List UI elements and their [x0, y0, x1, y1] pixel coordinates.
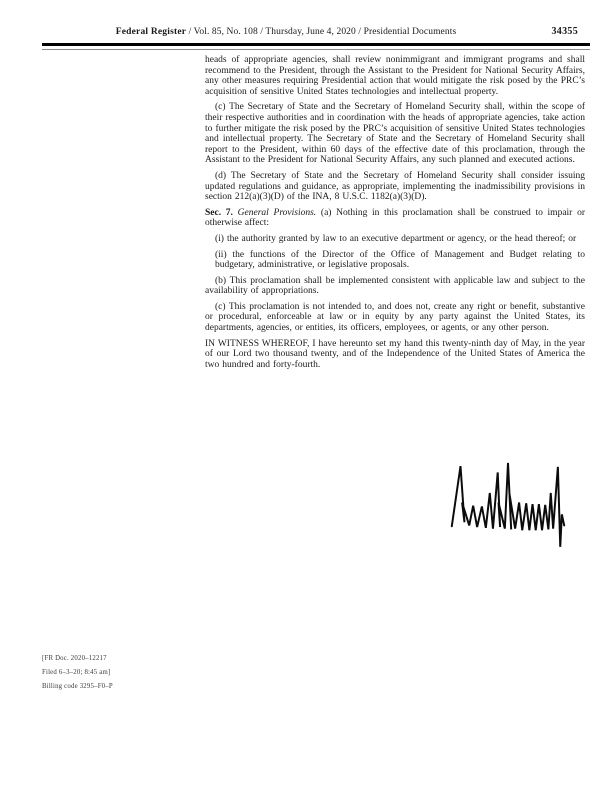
header-title-line: [42, 26, 530, 38]
continuation-paragraph: heads of appropriate agencies, shall review nonimmigrant and immigrant programs and shall recommend to the President, through the Assistant to the President for National Security Affairs, any other measures requiring Presidential action that would mitigate the risk posed by the PRC’s acquisition of sensitive United States technologies and intellectual property.: [205, 55, 585, 97]
header-rule-gray: [42, 49, 590, 51]
issue-info: / Vol. 85, No. 108 / Thursday, June 4, 2020 / Presidential Documents: [188, 27, 457, 37]
section-text: (a) Nothing in this proclamation shall be construed to impair or otherwise affect:: [205, 207, 585, 229]
witness-clause: IN WITNESS WHEREOF, I have hereunto set my hand this twenty-ninth day of May, in the year of our Lord two thousand twenty, and of the Independence of the United States of America the two hundred and forty-fourth.: [205, 338, 585, 370]
billing-code-line: Billing code 3295–F0–P: [42, 683, 113, 690]
subitem-i: (i) the authority granted by law to an executive department or agency, or the head thereof; or: [215, 233, 577, 244]
page-footer: [42, 652, 113, 694]
filed-line: Filed 6–3–20; 8:45 am]: [42, 669, 111, 676]
section-7-paragraph: [205, 208, 585, 229]
fr-doc-line: [FR Doc. 2020–12217: [42, 655, 107, 662]
journal-title: Federal Register: [115, 27, 187, 37]
document-body-column: [205, 55, 585, 375]
subitem-ii: (ii) the functions of the Director of the Office of Management and Budget relating to budgetary, administrative, or legislative proposals.: [215, 249, 585, 271]
page-number: 34355: [551, 26, 578, 37]
section-label: Sec. 7.: [205, 207, 233, 218]
signature-icon: [448, 455, 568, 550]
paragraph-d: (d) The Secretary of State and the Secretary of Homeland Security shall consider issuing updated regulations and guidance, as appropriate, implementing the inadmissibility provisions in section 212(a)(3)(D) of the INA, 8 U.S.C. 1182(a)(3)(D).: [205, 170, 585, 203]
paragraph-c2: (c) This proclamation is not intended to, and does not, create any right or benefit, substantive or procedural, enforceable at law or in equity by any party against the United States, its departments, agencies, or entities, its officers, employees, or agents, or any other person.: [205, 301, 585, 334]
page-header: [42, 26, 590, 40]
section-title: General Provisions.: [237, 207, 317, 218]
header-rule-black: [42, 43, 590, 46]
paragraph-b2: (b) This proclamation shall be implemented consistent with applicable law and subject to the availability of appropriations.: [205, 275, 585, 297]
paragraph-c: (c) The Secretary of State and the Secretary of Homeland Security shall, within the scope of their respective authorities and in coordination with the heads of appropriate agencies, take action to further mitigate the risk posed by the PRC’s acquisition of sensitive United States technologies and intellectual property. The Secretary of State and the Secretary of Homeland Security shall report to the President, within 60 days of the effective date of this proclamation, through the Assistant to the President for National Security Affairs, any such planned and executed actions.: [205, 102, 585, 166]
presidential-signature: [448, 455, 568, 550]
